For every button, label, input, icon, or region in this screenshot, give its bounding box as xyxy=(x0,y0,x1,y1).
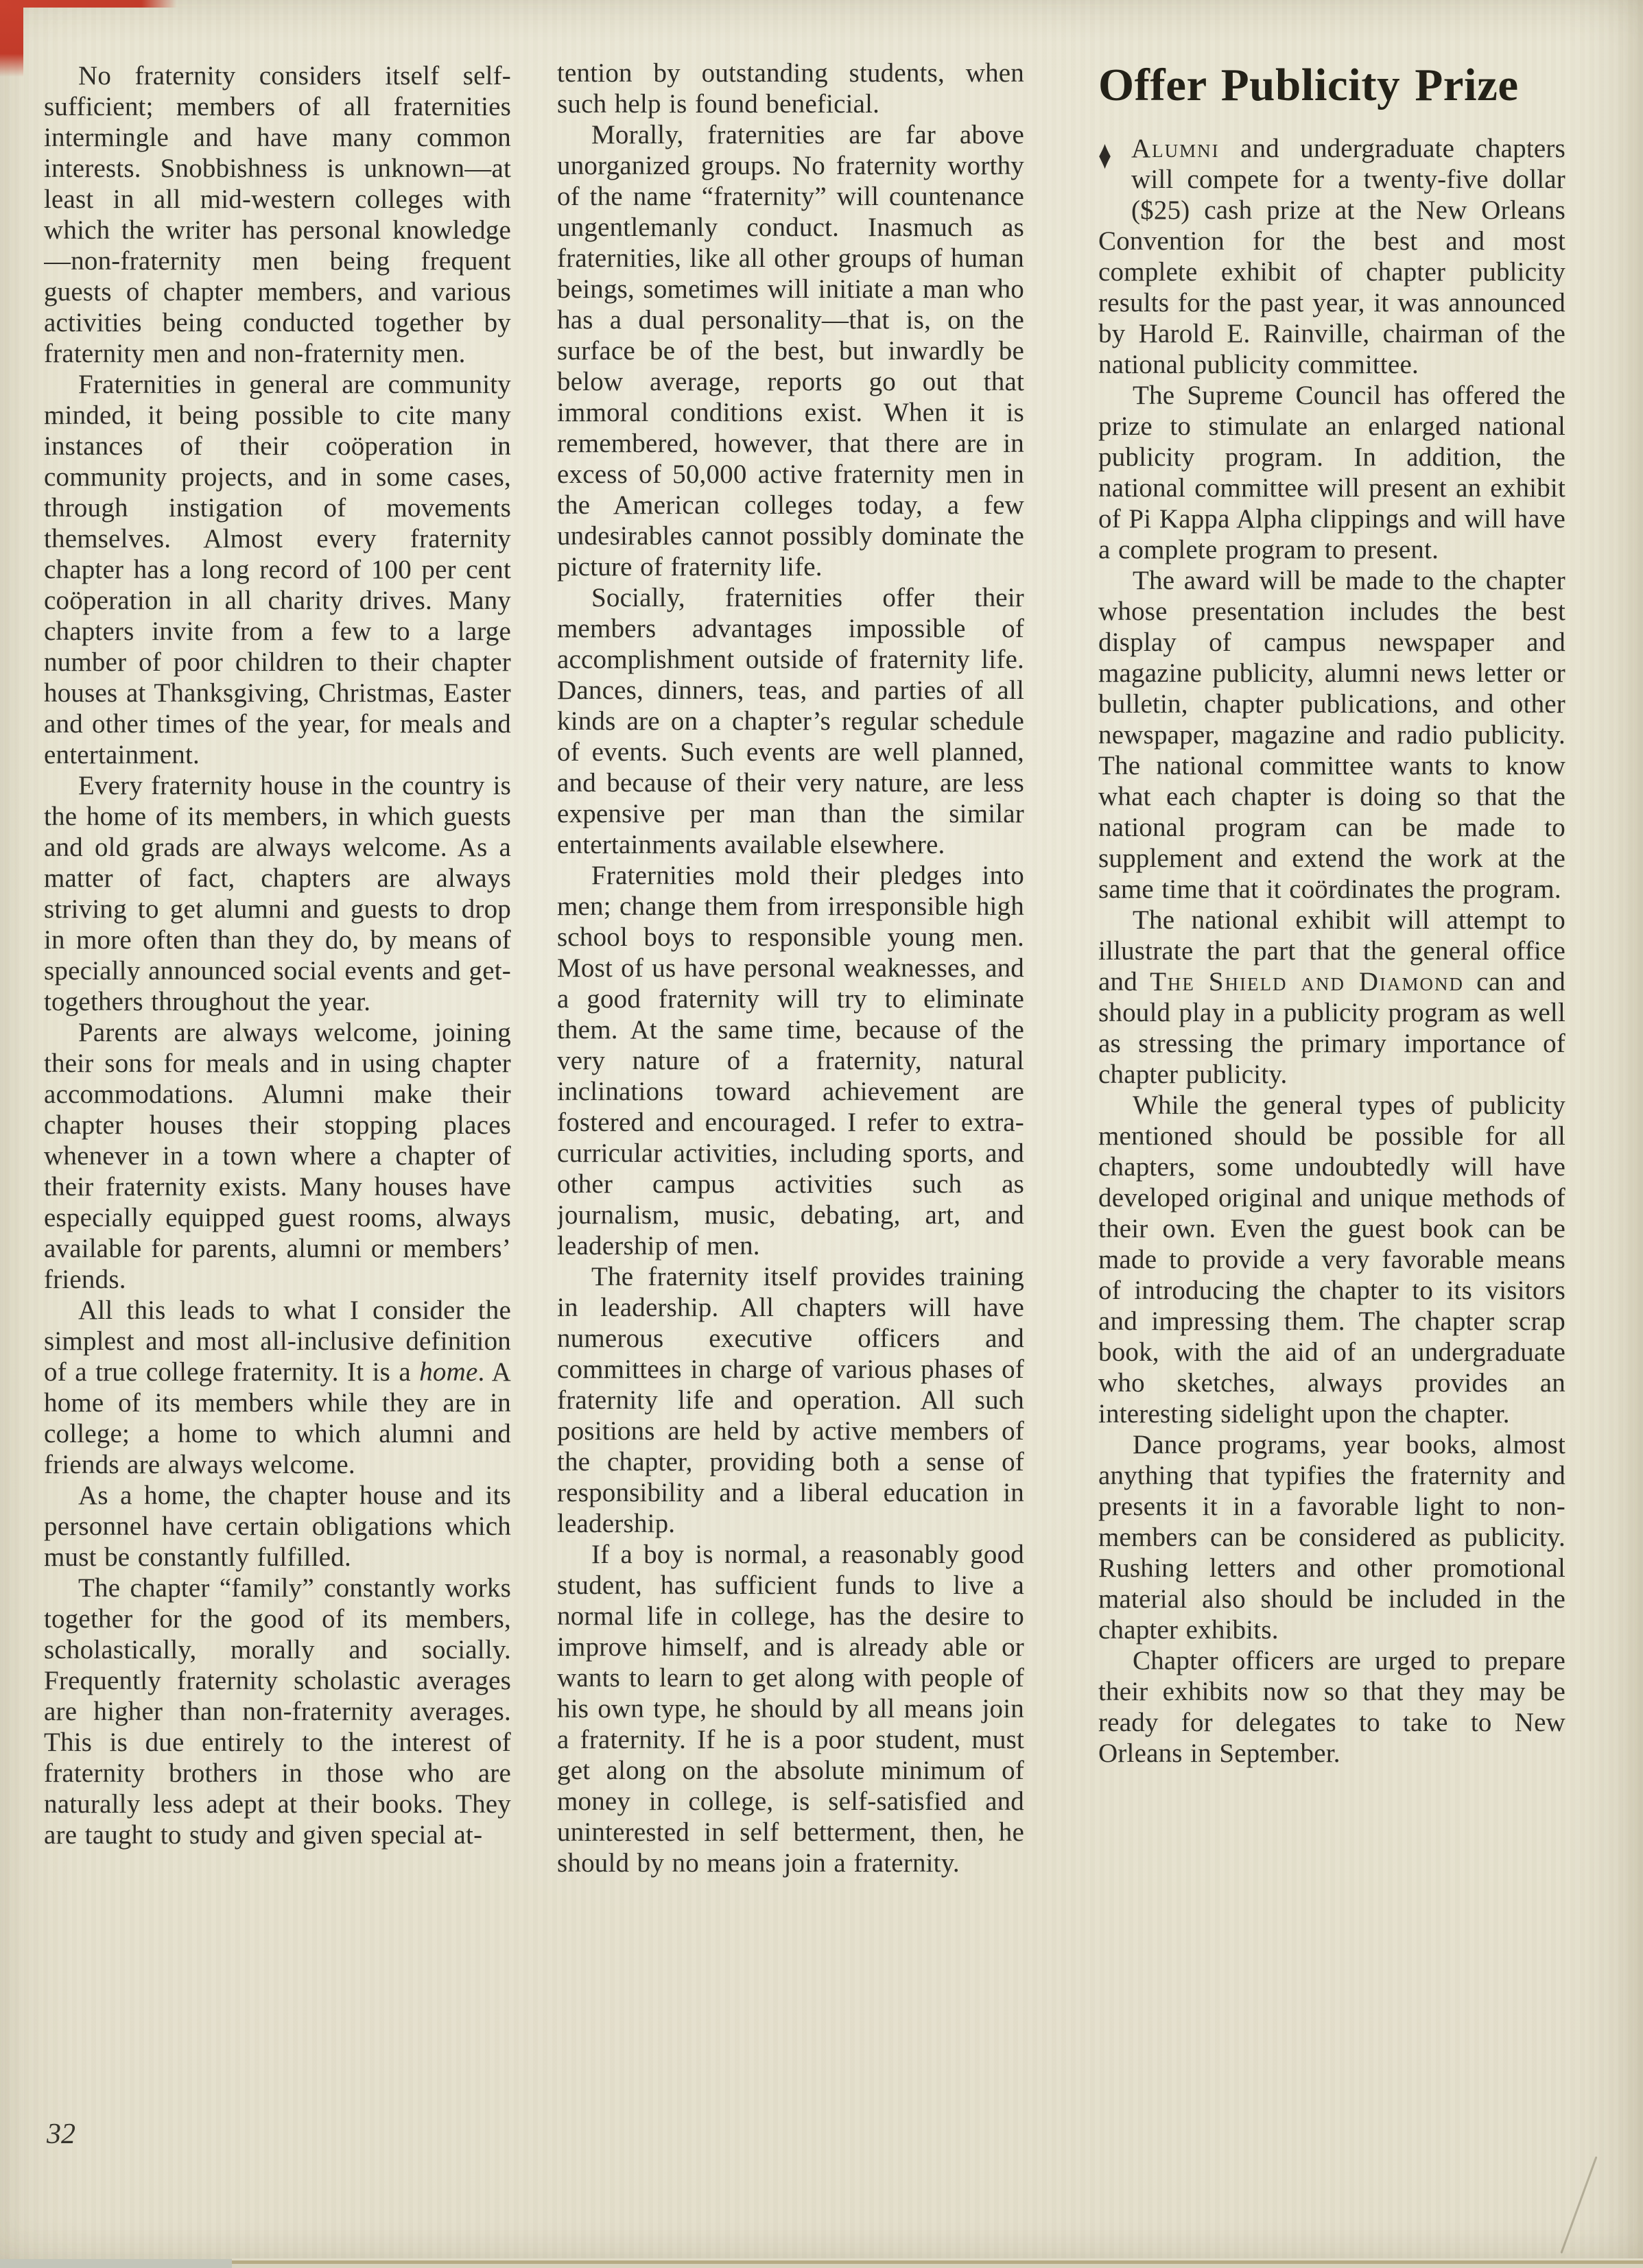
paragraph: Chapter officers are urged to prepare their exhibits now so that they may be ready for delegates to take to New Orleans in September. xyxy=(1098,1646,1565,1768)
paragraph-text: All this leads to what I consider the simplest and most all-inclusive definition of a true college fraternity. It is a xyxy=(44,1296,511,1387)
paragraph: The award will be made to the chapter whose presentation includes the best display of campus newspaper and magazine publicity, alumni news letter or bulletin, chapter publications, and other newspaper, magazine and radio publicity. The national committee wants to know what each chapter is doing so that the national program can be made to supplement and extend the work at the same time that it coördinates the program. xyxy=(1098,566,1565,904)
paragraph: While the general types of publicity mentioned should be possible for all chapters, some undoubtedly will have developed original and unique methods of their own. Even the guest book can be made to provide a very favorable means of introducing the chapter to its visitors and impressing them. The chapter scrap book, with the aid of an undergraduate who sketches, always provides an interesting sidelight upon the chapter. xyxy=(1098,1090,1565,1429)
paragraph: Socially, fraternities offer their members advantages impossible of accomplishment outside of fraternity life. Dances, dinners, teas, and parties of all kinds are on a chapter’s regular schedule of events. Such events are well planned, and because of their very nature, are less expensive per man than the similar entertainments available elsewhere. xyxy=(557,583,1024,859)
paragraph-text: can and should play in a publicity program as well as stressing the primary importance of chapter publicity. xyxy=(1098,967,1565,1089)
red-edge-mark-vertical xyxy=(0,0,23,77)
page-number: 32 xyxy=(47,2118,75,2150)
paragraph: Dance programs, year books, almost anything that typifies the fraternity and presents it in a favorable light to non-members can be considered as publicity. Rushing letters and other promotional material also should be included in the chapter exhibits. xyxy=(1098,1430,1565,1645)
paragraph: As a home, the chapter house and its personnel have certain obligations which must be constantly fulfilled. xyxy=(44,1481,511,1572)
paragraph: If a boy is normal, a reasonably good student, has sufficient funds to live a normal life in college, has the desire to improve himself, and is already able or wants to learn to get along with people of his own type, he should by all means join a fraternity. If he is a poor student, must get along on the absolute minimum of money in college, is self-satisfied and uninterested in self betterment, then, he should by no means join a fraternity. xyxy=(557,1540,1024,1878)
paragraph: No fraternity considers itself self-sufficient; members of all fraternities intermingle and have many common interests. Snobbishness is unknown—at least in all mid-western colleges with which the writer has personal knowledge—non-fraternity men being frequent guests of chapter members, and various activities being conducted together by fraternity men and non-fraternity men. xyxy=(44,61,511,368)
paragraph-text: . A home of its members while they are in college; a home to which alumni and friends are always welcome. xyxy=(44,1357,511,1479)
paragraph: Fraternities in general are community minded, it being possible to cite many instances of their coöperation in community projects, and in some cases, through instigation of movements themselves. Almost every fraternity chapter has a long record of 100 per cent coöperation in all charity drives. Many chapters invite from a few to a large number of poor children to their chapter houses at Thanksgiving, Christmas, Easter and other times of the year, for meals and entertainment. xyxy=(44,370,511,769)
paragraph: The Supreme Council has offered the prize to stimulate an enlarged national publicity program. In addition, the national committee will present an exhibit of Pi Kappa Alpha clippings and will have a complete program to present. xyxy=(1098,381,1565,564)
paragraph xyxy=(1098,905,1565,1090)
article-title: Offer Publicity Prize xyxy=(1098,60,1519,110)
paragraph: Morally, fraternities are far above unorganized groups. No fraternity worthy of the name “fraternity” will countenance ungentlemanly conduct. Inasmuch as fraternities, like all other groups of human beings, sometimes will initiate a man who has a dual personality—that is, on the surface be of the best, but inwardly be below average, reports go out that immoral conditions exist. When it is remembered, however, that there are in excess of 50,000 active fraternity men in the American colleges today, a few undesirables cannot possibly dominate the picture of fraternity life. xyxy=(557,120,1024,582)
diamond-icon: ♦ xyxy=(1098,132,1112,178)
paragraph-text: The national exhibit will attempt to illustrate the part that the general office and xyxy=(1098,905,1565,996)
smallcaps-alumni: Alumni xyxy=(1131,134,1220,163)
paragraph xyxy=(44,1295,511,1480)
diamond-bullet xyxy=(1098,133,1131,196)
paragraph: The chapter “family” constantly works together for the good of its members, scholastically, morally and socially. Frequently fraternity scholastic averages are higher than non-fraternity averages. This is due entirely to the interest of fraternity brothers in those who are naturally less adept at their books. They are taught to study and given special at- xyxy=(44,1573,511,1850)
article-column-middle xyxy=(557,58,1024,2129)
paragraph: Every fraternity house in the country is the home of its members, in which guests and old grads are always welcome. As a matter of fact, chapters are always striving to get alumni and guests to drop in more often than they do, by means of specially announced social events and get-togethers throughout the year. xyxy=(44,771,511,1016)
paragraph-text: and undergraduate chapters will compete for a twenty-five dollar ($25) cash prize at the New Orleans Convention for the best and most complete exhibit of chapter publicity results for the past year, it was announced by Harold E. Rainville, chairman of the national publicity committee. xyxy=(1098,134,1565,379)
paper-crease-mark xyxy=(1560,2156,1597,2254)
scan-edge-bottom-line xyxy=(232,2258,1643,2268)
paragraph: Fraternities mold their pledges into men; change them from irresponsible high school boys to responsible young men. Most of us have personal weaknesses, and a good fraternity will try to eliminate them. At the same time, because of the very nature of a fraternity, natural inclinations toward achievement are fostered and encouraged. I refer to extra-curricular activities, including sports, and other campus activities such as journalism, music, debating, art, and leadership of men. xyxy=(557,861,1024,1261)
article-column-right xyxy=(1098,60,1565,1769)
paragraph-continuation: tention by outstanding students, when such help is found beneficial. xyxy=(557,58,1024,119)
scan-edge-bottom-left xyxy=(0,2259,232,2268)
red-edge-mark-horizontal xyxy=(0,0,177,8)
smallcaps-shield-and-diamond: The Shield and Diamond xyxy=(1150,967,1465,996)
article-column-left xyxy=(44,60,511,2111)
italic-word-home: home xyxy=(419,1357,478,1387)
paragraph: The fraternity itself provides training in leadership. All chapters will have numerous executive officers and committees in charge of various phases of fraternity life and operation. All such positions are held by active members of the chapter, providing both a sense of responsibility and a liberal education in leadership. xyxy=(557,1262,1024,1538)
paragraph: Parents are always welcome, joining their sons for meals and in using chapter accommodations. Alumni make their chapter houses their stopping places whenever in a town where a chapter of their fraternity exists. Many houses have especially equipped guest rooms, always available for parents, alumni or members’ friends. xyxy=(44,1018,511,1294)
lead-paragraph xyxy=(1098,133,1565,380)
